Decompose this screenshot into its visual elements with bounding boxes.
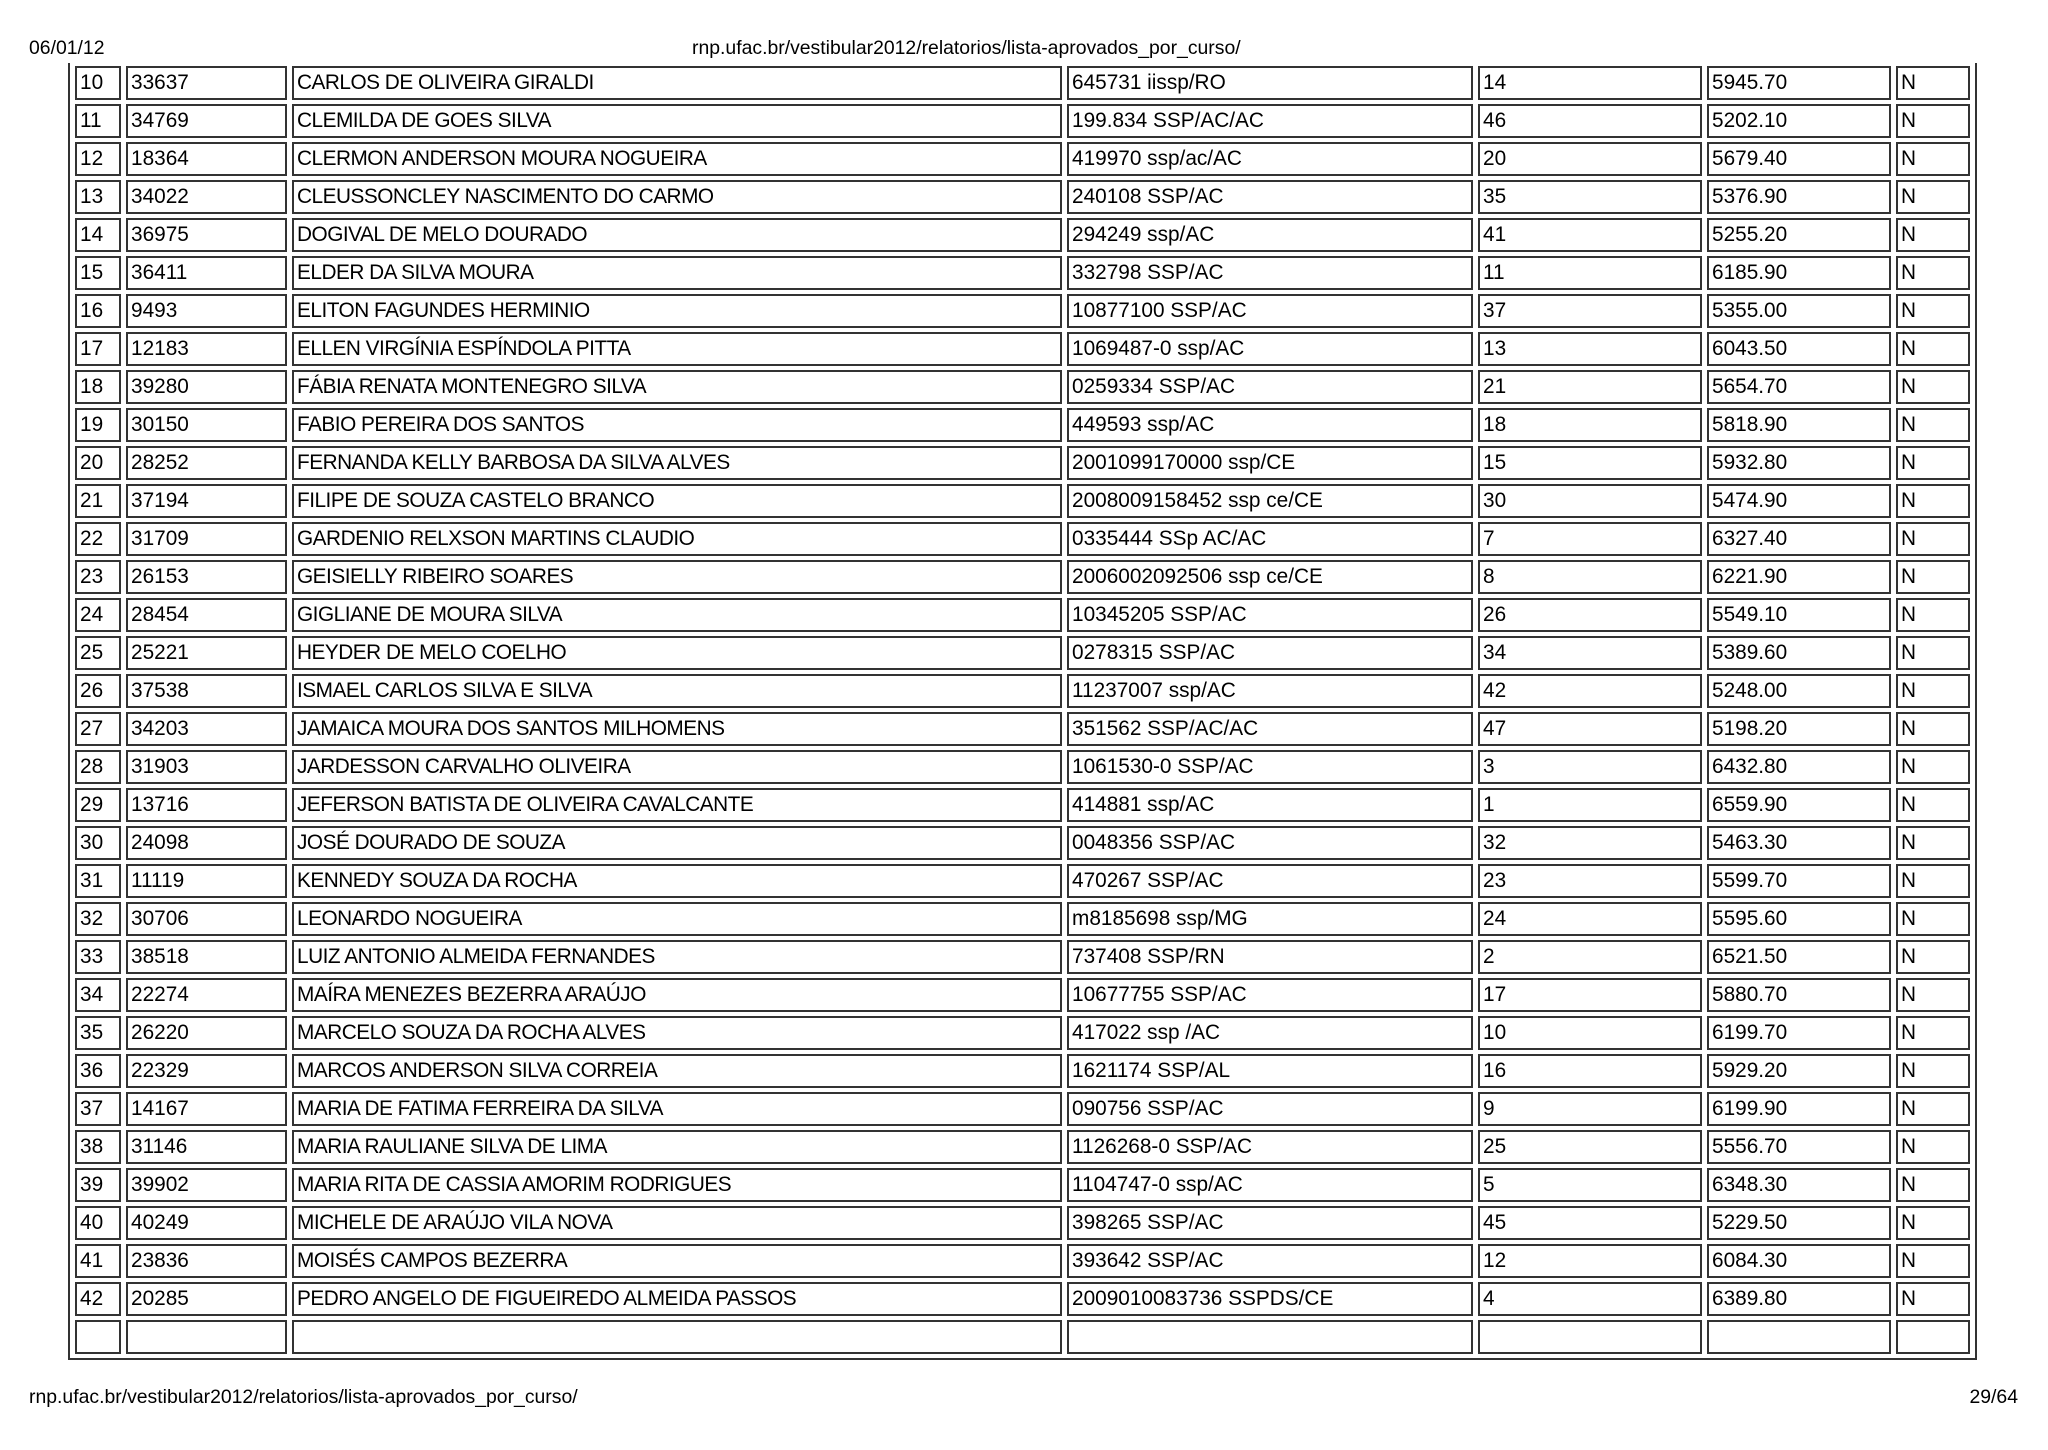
cell-registration: 34203 [126, 712, 287, 746]
cell-name: HEYDER DE MELO COELHO [292, 636, 1062, 670]
cell-registration: 26153 [126, 560, 287, 594]
cell-number: 25 [75, 636, 121, 670]
cell-score: 5929.20 [1707, 1054, 1891, 1088]
table-row [75, 1244, 1970, 1278]
cell-document: 351562 SSP/AC/AC [1067, 712, 1473, 746]
table-row [75, 180, 1970, 214]
cell-flag: N [1896, 294, 1970, 328]
cell-name: FERNANDA KELLY BARBOSA DA SILVA ALVES [292, 446, 1062, 480]
table-row-partial [75, 1320, 1970, 1354]
cell-flag: N [1896, 1016, 1970, 1050]
cell-document: 470267 SSP/AC [1067, 864, 1473, 898]
cell-document: 2001099170000 ssp/CE [1067, 446, 1473, 480]
cell-flag: N [1896, 712, 1970, 746]
cell-name: MARIA DE FATIMA FERREIRA DA SILVA [292, 1092, 1062, 1126]
cell-registration: 38518 [126, 940, 287, 974]
cell-rank: 4 [1478, 1282, 1702, 1316]
cell-rank: 5 [1478, 1168, 1702, 1202]
cell-score: 5932.80 [1707, 446, 1891, 480]
cell-score: 5376.90 [1707, 180, 1891, 214]
cell-document: 1069487-0 ssp/AC [1067, 332, 1473, 366]
cell-score: 5255.20 [1707, 218, 1891, 252]
table-row [75, 256, 1970, 290]
cell-registration: 40249 [126, 1206, 287, 1240]
cell-number: 14 [75, 218, 121, 252]
cell-flag: N [1896, 1168, 1970, 1202]
table-row [75, 788, 1970, 822]
cell-name: DOGIVAL DE MELO DOURADO [292, 218, 1062, 252]
cell-document: 0278315 SSP/AC [1067, 636, 1473, 670]
cell-rank: 20 [1478, 142, 1702, 176]
cell-flag: N [1896, 180, 1970, 214]
cell-registration: 14167 [126, 1092, 287, 1126]
cell-score: 6348.30 [1707, 1168, 1891, 1202]
cell-name: FÁBIA RENATA MONTENEGRO SILVA [292, 370, 1062, 404]
cell-score: 6389.80 [1707, 1282, 1891, 1316]
cell-name: ELDER DA SILVA MOURA [292, 256, 1062, 290]
cell-name: LUIZ ANTONIO ALMEIDA FERNANDES [292, 940, 1062, 974]
table-row [75, 902, 1970, 936]
table-row [75, 332, 1970, 366]
cell-rank: 17 [1478, 978, 1702, 1012]
cell-rank: 8 [1478, 560, 1702, 594]
cell-score: 5202.10 [1707, 104, 1891, 138]
cell-rank: 3 [1478, 750, 1702, 784]
cell-rank: 32 [1478, 826, 1702, 860]
cell-document: 10345205 SSP/AC [1067, 598, 1473, 632]
cell-document: 393642 SSP/AC [1067, 1244, 1473, 1278]
cell-score: 5229.50 [1707, 1206, 1891, 1240]
cell-number: 22 [75, 522, 121, 556]
cell-rank: 26 [1478, 598, 1702, 632]
cell-number: 24 [75, 598, 121, 632]
cell-name: CLEMILDA DE GOES SILVA [292, 104, 1062, 138]
cell-flag: N [1896, 1130, 1970, 1164]
cell-score: 5248.00 [1707, 674, 1891, 708]
cell-rank: 9 [1478, 1092, 1702, 1126]
cell-rank: 1 [1478, 788, 1702, 822]
cell-flag: N [1896, 332, 1970, 366]
table-row [75, 370, 1970, 404]
table-row [75, 712, 1970, 746]
cell-number: 10 [75, 66, 121, 100]
cell-document: 414881 ssp/AC [1067, 788, 1473, 822]
cell-flag: N [1896, 370, 1970, 404]
cell-document: 645731 iissp/RO [1067, 66, 1473, 100]
table-row [75, 864, 1970, 898]
cell-score: 5880.70 [1707, 978, 1891, 1012]
cell-number: 15 [75, 256, 121, 290]
cell-document: 1104747-0 ssp/AC [1067, 1168, 1473, 1202]
cell-name: ELLEN VIRGÍNIA ESPÍNDOLA PITTA [292, 332, 1062, 366]
cell-registration: 37194 [126, 484, 287, 518]
cell-name: JOSÉ DOURADO DE SOUZA [292, 826, 1062, 860]
cell-name: KENNEDY SOUZA DA ROCHA [292, 864, 1062, 898]
cell-score: 6199.70 [1707, 1016, 1891, 1050]
cell-document: 398265 SSP/AC [1067, 1206, 1473, 1240]
cell-document: 0048356 SSP/AC [1067, 826, 1473, 860]
cell-registration: 9493 [126, 294, 287, 328]
cell-registration: 31903 [126, 750, 287, 784]
table-row [75, 598, 1970, 632]
page-number: 29/64 [1969, 1386, 2018, 1408]
cell-document: 090756 SSP/AC [1067, 1092, 1473, 1126]
cell-rank: 16 [1478, 1054, 1702, 1088]
cell-name: JAMAICA MOURA DOS SANTOS MILHOMENS [292, 712, 1062, 746]
cell-number: 36 [75, 1054, 121, 1088]
cell-number: 41 [75, 1244, 121, 1278]
table-row [75, 522, 1970, 556]
cell-number: 31 [75, 864, 121, 898]
cell-flag: N [1896, 104, 1970, 138]
cell-name: CARLOS DE OLIVEIRA GIRALDI [292, 66, 1062, 100]
cell-flag: N [1896, 674, 1970, 708]
table-row [75, 750, 1970, 784]
cell-flag: N [1896, 598, 1970, 632]
cell-flag: N [1896, 826, 1970, 860]
cell-score: 5389.60 [1707, 636, 1891, 670]
table-row [75, 1130, 1970, 1164]
cell-flag: N [1896, 788, 1970, 822]
cell-registration: 34769 [126, 104, 287, 138]
cell-number: 11 [75, 104, 121, 138]
cell-score: 6327.40 [1707, 522, 1891, 556]
cell-rank: 12 [1478, 1244, 1702, 1278]
table-row [75, 104, 1970, 138]
cell-rank: 11 [1478, 256, 1702, 290]
cell-name: JEFERSON BATISTA DE OLIVEIRA CAVALCANTE [292, 788, 1062, 822]
table-row [75, 1168, 1970, 1202]
cell-flag: N [1896, 902, 1970, 936]
cell-name: MARCOS ANDERSON SILVA CORREIA [292, 1054, 1062, 1088]
cell-document: 0259334 SSP/AC [1067, 370, 1473, 404]
table-row [75, 940, 1970, 974]
cell-name: MAÍRA MENEZES BEZERRA ARAÚJO [292, 978, 1062, 1012]
cell-document: 449593 ssp/AC [1067, 408, 1473, 442]
table-row [75, 560, 1970, 594]
cell-number: 40 [75, 1206, 121, 1240]
cell-score: 5818.90 [1707, 408, 1891, 442]
cell-score: 5945.70 [1707, 66, 1891, 100]
cell-rank: 10 [1478, 1016, 1702, 1050]
cell-number: 33 [75, 940, 121, 974]
cell-registration: 31146 [126, 1130, 287, 1164]
cell-rank: 35 [1478, 180, 1702, 214]
cell-flag: N [1896, 864, 1970, 898]
cell-document: m8185698 ssp/MG [1067, 902, 1473, 936]
cell-number: 27 [75, 712, 121, 746]
table-row [75, 1206, 1970, 1240]
cell-rank: 13 [1478, 332, 1702, 366]
cell-registration: 39902 [126, 1168, 287, 1202]
cell-number: 28 [75, 750, 121, 784]
cell-score: 5599.70 [1707, 864, 1891, 898]
cell-number: 20 [75, 446, 121, 480]
table-row [75, 294, 1970, 328]
cell-number: 12 [75, 142, 121, 176]
cell-name: MOISÉS CAMPOS BEZERRA [292, 1244, 1062, 1278]
cell-name: GEISIELLY RIBEIRO SOARES [292, 560, 1062, 594]
cell-registration: 18364 [126, 142, 287, 176]
cell-number: 30 [75, 826, 121, 860]
cell-registration: 24098 [126, 826, 287, 860]
cell-flag: N [1896, 1244, 1970, 1278]
cell-registration: 36411 [126, 256, 287, 290]
cell-flag: N [1896, 1092, 1970, 1126]
table-row [75, 66, 1970, 100]
cell-score: 6521.50 [1707, 940, 1891, 974]
cell-rank: 42 [1478, 674, 1702, 708]
cell-flag: N [1896, 522, 1970, 556]
cell-rank: 25 [1478, 1130, 1702, 1164]
cell-number: 37 [75, 1092, 121, 1126]
cell-document: 419970 ssp/ac/AC [1067, 142, 1473, 176]
cell-registration: 22329 [126, 1054, 287, 1088]
cell-number: 26 [75, 674, 121, 708]
cell-number: 32 [75, 902, 121, 936]
cell-number: 17 [75, 332, 121, 366]
cell-rank: 41 [1478, 218, 1702, 252]
cell-document: 1126268-0 SSP/AC [1067, 1130, 1473, 1164]
empty-cell [126, 1320, 287, 1354]
cell-number: 19 [75, 408, 121, 442]
cell-document: 2008009158452 ssp ce/CE [1067, 484, 1473, 518]
footer-url: rnp.ufac.br/vestibular2012/relatorios/lista-aprovados_por_curso/ [29, 1386, 578, 1408]
cell-number: 13 [75, 180, 121, 214]
cell-registration: 23836 [126, 1244, 287, 1278]
cell-registration: 30150 [126, 408, 287, 442]
cell-score: 6185.90 [1707, 256, 1891, 290]
cell-flag: N [1896, 636, 1970, 670]
print-date: 06/01/12 [29, 37, 105, 59]
cell-name: FABIO PEREIRA DOS SANTOS [292, 408, 1062, 442]
cell-document: 2006002092506 ssp ce/CE [1067, 560, 1473, 594]
cell-registration: 12183 [126, 332, 287, 366]
table-row [75, 484, 1970, 518]
cell-rank: 45 [1478, 1206, 1702, 1240]
cell-score: 5355.00 [1707, 294, 1891, 328]
cell-score: 5654.70 [1707, 370, 1891, 404]
cell-name: PEDRO ANGELO DE FIGUEIREDO ALMEIDA PASSOS [292, 1282, 1062, 1316]
empty-cell [292, 1320, 1062, 1354]
cell-document: 199.834 SSP/AC/AC [1067, 104, 1473, 138]
cell-registration: 28454 [126, 598, 287, 632]
cell-name: GIGLIANE DE MOURA SILVA [292, 598, 1062, 632]
cell-score: 5463.30 [1707, 826, 1891, 860]
table-row [75, 826, 1970, 860]
cell-flag: N [1896, 940, 1970, 974]
cell-document: 240108 SSP/AC [1067, 180, 1473, 214]
cell-flag: N [1896, 218, 1970, 252]
table-row [75, 142, 1970, 176]
cell-registration: 11119 [126, 864, 287, 898]
empty-cell [1067, 1320, 1473, 1354]
cell-score: 5198.20 [1707, 712, 1891, 746]
cell-rank: 18 [1478, 408, 1702, 442]
table-row [75, 1092, 1970, 1126]
cell-registration: 33637 [126, 66, 287, 100]
cell-score: 6199.90 [1707, 1092, 1891, 1126]
cell-registration: 26220 [126, 1016, 287, 1050]
cell-rank: 2 [1478, 940, 1702, 974]
cell-name: JARDESSON CARVALHO OLIVEIRA [292, 750, 1062, 784]
cell-document: 0335444 SSp AC/AC [1067, 522, 1473, 556]
cell-document: 1061530-0 SSP/AC [1067, 750, 1473, 784]
cell-number: 16 [75, 294, 121, 328]
table-row [75, 1282, 1970, 1316]
cell-registration: 36975 [126, 218, 287, 252]
cell-name: MARCELO SOUZA DA ROCHA ALVES [292, 1016, 1062, 1050]
cell-number: 21 [75, 484, 121, 518]
cell-score: 6432.80 [1707, 750, 1891, 784]
cell-document: 417022 ssp /AC [1067, 1016, 1473, 1050]
cell-rank: 24 [1478, 902, 1702, 936]
cell-flag: N [1896, 1054, 1970, 1088]
empty-cell [1707, 1320, 1891, 1354]
cell-name: CLERMON ANDERSON MOURA NOGUEIRA [292, 142, 1062, 176]
table-row [75, 408, 1970, 442]
cell-flag: N [1896, 1206, 1970, 1240]
cell-number: 38 [75, 1130, 121, 1164]
cell-score: 6221.90 [1707, 560, 1891, 594]
cell-number: 34 [75, 978, 121, 1012]
header-url: rnp.ufac.br/vestibular2012/relatorios/lista-aprovados_por_curso/ [692, 37, 1241, 59]
cell-rank: 23 [1478, 864, 1702, 898]
cell-registration: 22274 [126, 978, 287, 1012]
cell-document: 737408 SSP/RN [1067, 940, 1473, 974]
cell-number: 23 [75, 560, 121, 594]
cell-rank: 30 [1478, 484, 1702, 518]
cell-document: 294249 ssp/AC [1067, 218, 1473, 252]
cell-flag: N [1896, 1282, 1970, 1316]
cell-registration: 20285 [126, 1282, 287, 1316]
cell-flag: N [1896, 446, 1970, 480]
cell-flag: N [1896, 484, 1970, 518]
cell-name: ISMAEL CARLOS SILVA E SILVA [292, 674, 1062, 708]
cell-number: 39 [75, 1168, 121, 1202]
cell-name: FILIPE DE SOUZA CASTELO BRANCO [292, 484, 1062, 518]
cell-flag: N [1896, 750, 1970, 784]
cell-registration: 39280 [126, 370, 287, 404]
cell-registration: 13716 [126, 788, 287, 822]
cell-rank: 21 [1478, 370, 1702, 404]
cell-name: LEONARDO NOGUEIRA [292, 902, 1062, 936]
cell-document: 2009010083736 SSPDS/CE [1067, 1282, 1473, 1316]
cell-flag: N [1896, 256, 1970, 290]
table-row [75, 674, 1970, 708]
table-row [75, 978, 1970, 1012]
cell-score: 6559.90 [1707, 788, 1891, 822]
cell-rank: 15 [1478, 446, 1702, 480]
cell-registration: 30706 [126, 902, 287, 936]
cell-flag: N [1896, 66, 1970, 100]
results-table-body [75, 66, 1970, 1354]
cell-document: 1621174 SSP/AL [1067, 1054, 1473, 1088]
cell-score: 6043.50 [1707, 332, 1891, 366]
results-table [68, 63, 1977, 1360]
cell-registration: 25221 [126, 636, 287, 670]
cell-name: MICHELE DE ARAÚJO VILA NOVA [292, 1206, 1062, 1240]
cell-document: 10677755 SSP/AC [1067, 978, 1473, 1012]
cell-rank: 34 [1478, 636, 1702, 670]
cell-registration: 31709 [126, 522, 287, 556]
cell-number: 42 [75, 1282, 121, 1316]
cell-rank: 47 [1478, 712, 1702, 746]
cell-name: MARIA RITA DE CASSIA AMORIM RODRIGUES [292, 1168, 1062, 1202]
cell-document: 10877100 SSP/AC [1067, 294, 1473, 328]
cell-name: CLEUSSONCLEY NASCIMENTO DO CARMO [292, 180, 1062, 214]
cell-rank: 37 [1478, 294, 1702, 328]
cell-flag: N [1896, 142, 1970, 176]
cell-rank: 7 [1478, 522, 1702, 556]
empty-cell [1896, 1320, 1970, 1354]
table-row [75, 1054, 1970, 1088]
cell-registration: 28252 [126, 446, 287, 480]
cell-flag: N [1896, 978, 1970, 1012]
cell-document: 332798 SSP/AC [1067, 256, 1473, 290]
cell-name: MARIA RAULIANE SILVA DE LIMA [292, 1130, 1062, 1164]
cell-number: 35 [75, 1016, 121, 1050]
cell-score: 6084.30 [1707, 1244, 1891, 1278]
cell-rank: 14 [1478, 66, 1702, 100]
table-row [75, 218, 1970, 252]
cell-name: GARDENIO RELXSON MARTINS CLAUDIO [292, 522, 1062, 556]
cell-registration: 34022 [126, 180, 287, 214]
cell-registration: 37538 [126, 674, 287, 708]
cell-number: 18 [75, 370, 121, 404]
cell-flag: N [1896, 560, 1970, 594]
cell-document: 11237007 ssp/AC [1067, 674, 1473, 708]
table-row [75, 1016, 1970, 1050]
cell-score: 5474.90 [1707, 484, 1891, 518]
cell-number: 29 [75, 788, 121, 822]
empty-cell [75, 1320, 121, 1354]
table-row [75, 636, 1970, 670]
table-row [75, 446, 1970, 480]
cell-flag: N [1896, 408, 1970, 442]
cell-name: ELITON FAGUNDES HERMINIO [292, 294, 1062, 328]
cell-score: 5679.40 [1707, 142, 1891, 176]
cell-score: 5549.10 [1707, 598, 1891, 632]
cell-rank: 46 [1478, 104, 1702, 138]
cell-score: 5556.70 [1707, 1130, 1891, 1164]
table-viewport [68, 63, 1977, 1382]
empty-cell [1478, 1320, 1702, 1354]
cell-score: 5595.60 [1707, 902, 1891, 936]
